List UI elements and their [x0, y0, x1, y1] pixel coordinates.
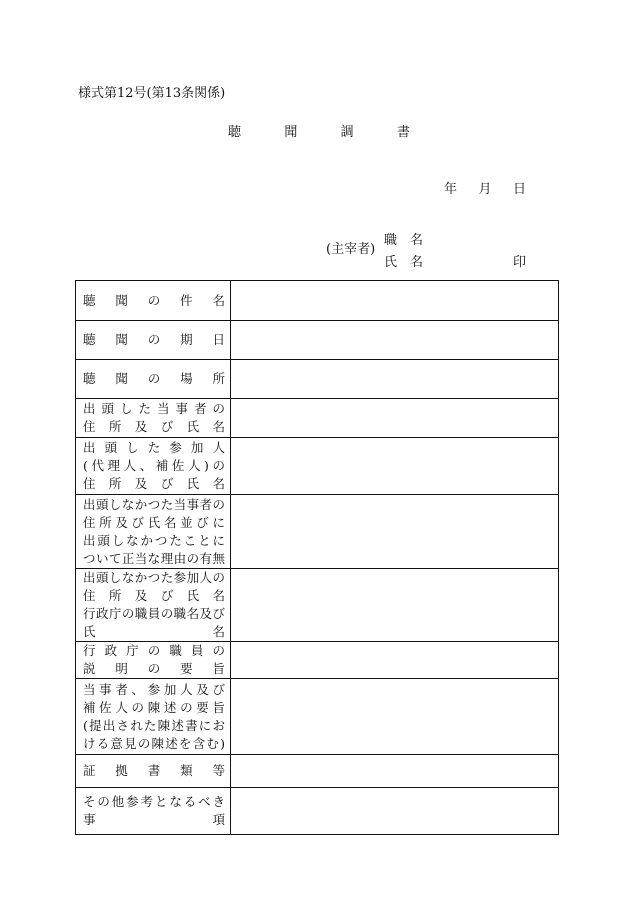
- row-value-cell: [231, 438, 559, 495]
- date-line: 年 月 日: [444, 182, 526, 197]
- row-value-cell: [231, 642, 559, 679]
- label-line: 住所及び氏名: [83, 476, 225, 491]
- row-value-cell: [231, 755, 559, 788]
- label-line: ついて正当な理由の有無: [83, 550, 225, 566]
- row-value-cell: [231, 569, 559, 642]
- row-label: [76, 360, 231, 399]
- label-line: 聴聞の件名: [83, 292, 225, 308]
- label-line: その他参考となるべき: [83, 794, 225, 809]
- label-line: 出頭しなかつた当事者の: [83, 496, 225, 512]
- form-number: 様式第12号(第13条関係): [78, 86, 226, 101]
- table-row: [76, 569, 559, 642]
- presider-label: (主宰者): [326, 242, 376, 257]
- label-line: 聴聞の期日: [83, 332, 225, 347]
- row-label: [76, 399, 231, 438]
- label-line: 出頭しなかつたことに: [83, 532, 225, 548]
- table-row: [76, 495, 559, 569]
- row-label: [76, 495, 231, 569]
- name-label: 氏 名: [384, 255, 424, 270]
- table-row: [76, 281, 559, 321]
- row-value-cell: [231, 788, 559, 835]
- label-line: 事項: [83, 812, 225, 827]
- row-value-cell: [231, 399, 559, 438]
- label-line: 出頭した参加人: [83, 440, 225, 455]
- label-line: 住所及び氏名: [83, 588, 225, 603]
- row-label: [76, 281, 231, 321]
- table-row: [76, 788, 559, 835]
- seal-mark: 印: [513, 255, 527, 270]
- label-line: 説明の要旨: [83, 661, 225, 676]
- label-line: 行政庁の職員の: [83, 643, 225, 658]
- table-row: [76, 360, 559, 399]
- label-line: 住所及び氏名並びに: [83, 514, 225, 530]
- label-line: ける意見の陳述を含む): [83, 735, 225, 751]
- label-line: (提出された陳述書にお: [83, 717, 225, 733]
- row-value-cell: [231, 321, 559, 360]
- table-row: [76, 755, 559, 788]
- row-label: [76, 321, 231, 360]
- row-value-cell: [231, 360, 559, 399]
- row-value-cell: [231, 281, 559, 321]
- row-label: [76, 679, 231, 755]
- row-label: [76, 438, 231, 495]
- row-value-cell: [231, 495, 559, 569]
- label-line: 証拠書類等: [83, 763, 225, 778]
- row-value-cell: [231, 679, 559, 755]
- table-row: [76, 321, 559, 360]
- label-line: 行政庁の職員の職名及び: [83, 606, 225, 621]
- label-line: 出頭しなかつた参加人の: [83, 570, 225, 585]
- label-line: 補佐人の陳述の要旨: [83, 699, 225, 715]
- row-label: [76, 642, 231, 679]
- label-line: (代理人、補佐人)の: [83, 458, 225, 473]
- table-row: [76, 438, 559, 495]
- hearing-record-table: [75, 280, 559, 835]
- row-label: [76, 569, 231, 642]
- row-label: [76, 788, 231, 835]
- label-line: 当事者、参加人及び: [83, 681, 225, 697]
- job-title-label: 職 名: [384, 233, 424, 248]
- row-label: [76, 755, 231, 788]
- label-line: 住所及び氏名: [83, 419, 225, 434]
- label-line: 出頭した当事者の: [83, 401, 225, 416]
- table-row: [76, 399, 559, 438]
- label-line: 聴聞の場所: [83, 371, 225, 386]
- table-row: [76, 679, 559, 755]
- document-title: 聴 聞 調 書: [228, 125, 410, 140]
- label-line: 氏名: [83, 624, 225, 639]
- table-row: [76, 642, 559, 679]
